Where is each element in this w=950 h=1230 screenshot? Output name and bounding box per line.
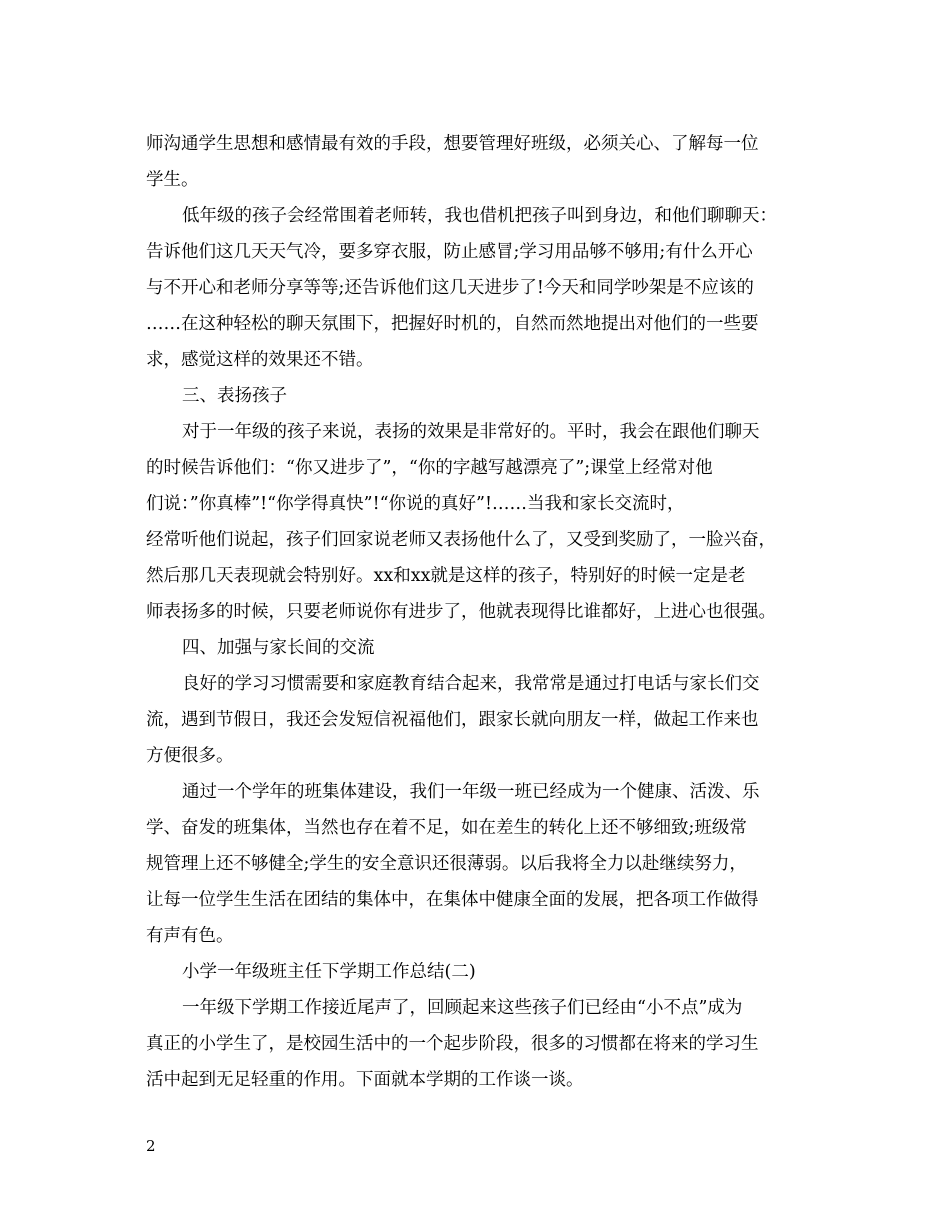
text-line: 有声有色。 bbox=[146, 926, 234, 946]
text-line: ……在这种轻松的聊天氛围下，把握好时机的，自然而然地提出对他们的一些要 bbox=[146, 314, 759, 334]
text-line: 规管理上还不够健全;学生的安全意识还很薄弱。以后我将全力以赴继续努力， bbox=[146, 854, 747, 874]
text-line: 学、奋发的班集体，当然也存在着不足，如在差生的转化上还不够细致;班级常 bbox=[146, 818, 747, 838]
text-line: 告诉他们这几天天气冷，要多穿衣服，防止感冒;学习用品够不够用;有什么开心 bbox=[146, 242, 753, 262]
text-line: 师沟通学生思想和感情最有效的手段，想要管理好班级，必须关心、了解每一位 bbox=[146, 134, 759, 154]
text-line: 良好的学习习惯需要和家庭教育结合起来，我常常是通过打电话与家长们交 bbox=[182, 674, 760, 694]
text-line: 活中起到无足轻重的作用。下面就本学期的工作谈一谈。 bbox=[146, 1070, 584, 1090]
text-line: 学生。 bbox=[146, 170, 199, 190]
document-body bbox=[146, 126, 816, 1098]
text-line: 低年级的孩子会经常围着老师转，我也借机把孩子叫到身边，和他们聊聊天： bbox=[182, 206, 777, 226]
text-line: 通过一个学年的班集体建设，我们一年级一班已经成为一个健康、活泼、乐 bbox=[182, 782, 760, 802]
text-line: 师表扬多的时候，只要老师说你有进步了，他就表现得比谁都好，上进心也很强。 bbox=[146, 602, 776, 622]
text-line: 与不开心和老师分享等等;还告诉他们这几天进步了!今天和同学吵架是不应该的 bbox=[146, 278, 754, 298]
text-line: 流，遇到节假日，我还会发短信祝福他们，跟家长就向朋友一样，做起工作来也 bbox=[146, 710, 759, 730]
text-line: 方便很多。 bbox=[146, 746, 234, 766]
text-line: 三、表扬孩子 bbox=[182, 386, 287, 406]
text-line: 经常听他们说起，孩子们回家说老师又表扬他什么了，又受到奖励了，一脸兴奋， bbox=[146, 530, 776, 550]
text-line: 然后那几天表现就会特别好。xx和xx就是这样的孩子，特别好的时候一定是老 bbox=[146, 566, 746, 586]
text-line: 真正的小学生了，是校园生活中的一个起步阶段，很多的习惯都在将来的学习生 bbox=[146, 1034, 759, 1054]
text-line: 一年级下学期工作接近尾声了，回顾起来这些孩子们已经由“小不点”成为 bbox=[182, 998, 743, 1018]
text-line: 小学一年级班主任下学期工作总结(二) bbox=[182, 962, 476, 982]
page-number: 2 bbox=[146, 1137, 156, 1155]
text-line: 让每一位学生生活在团结的集体中，在集体中健康全面的发展，把各项工作做得 bbox=[146, 890, 759, 910]
text-line: 四、加强与家长间的交流 bbox=[182, 638, 375, 658]
text-line: 对于一年级的孩子来说，表扬的效果是非常好的。平时，我会在跟他们聊天 bbox=[182, 422, 760, 442]
text-line: 求，感觉这样的效果还不错。 bbox=[146, 350, 374, 370]
text-line: 们说：”你真棒”!“你学得真快”!“你说的真好”!……当我和家长交流时， bbox=[146, 494, 685, 514]
text-line: 的时候告诉他们：“你又进步了”，“你的字越写越漂亮了”;课堂上经常对他 bbox=[146, 458, 713, 478]
